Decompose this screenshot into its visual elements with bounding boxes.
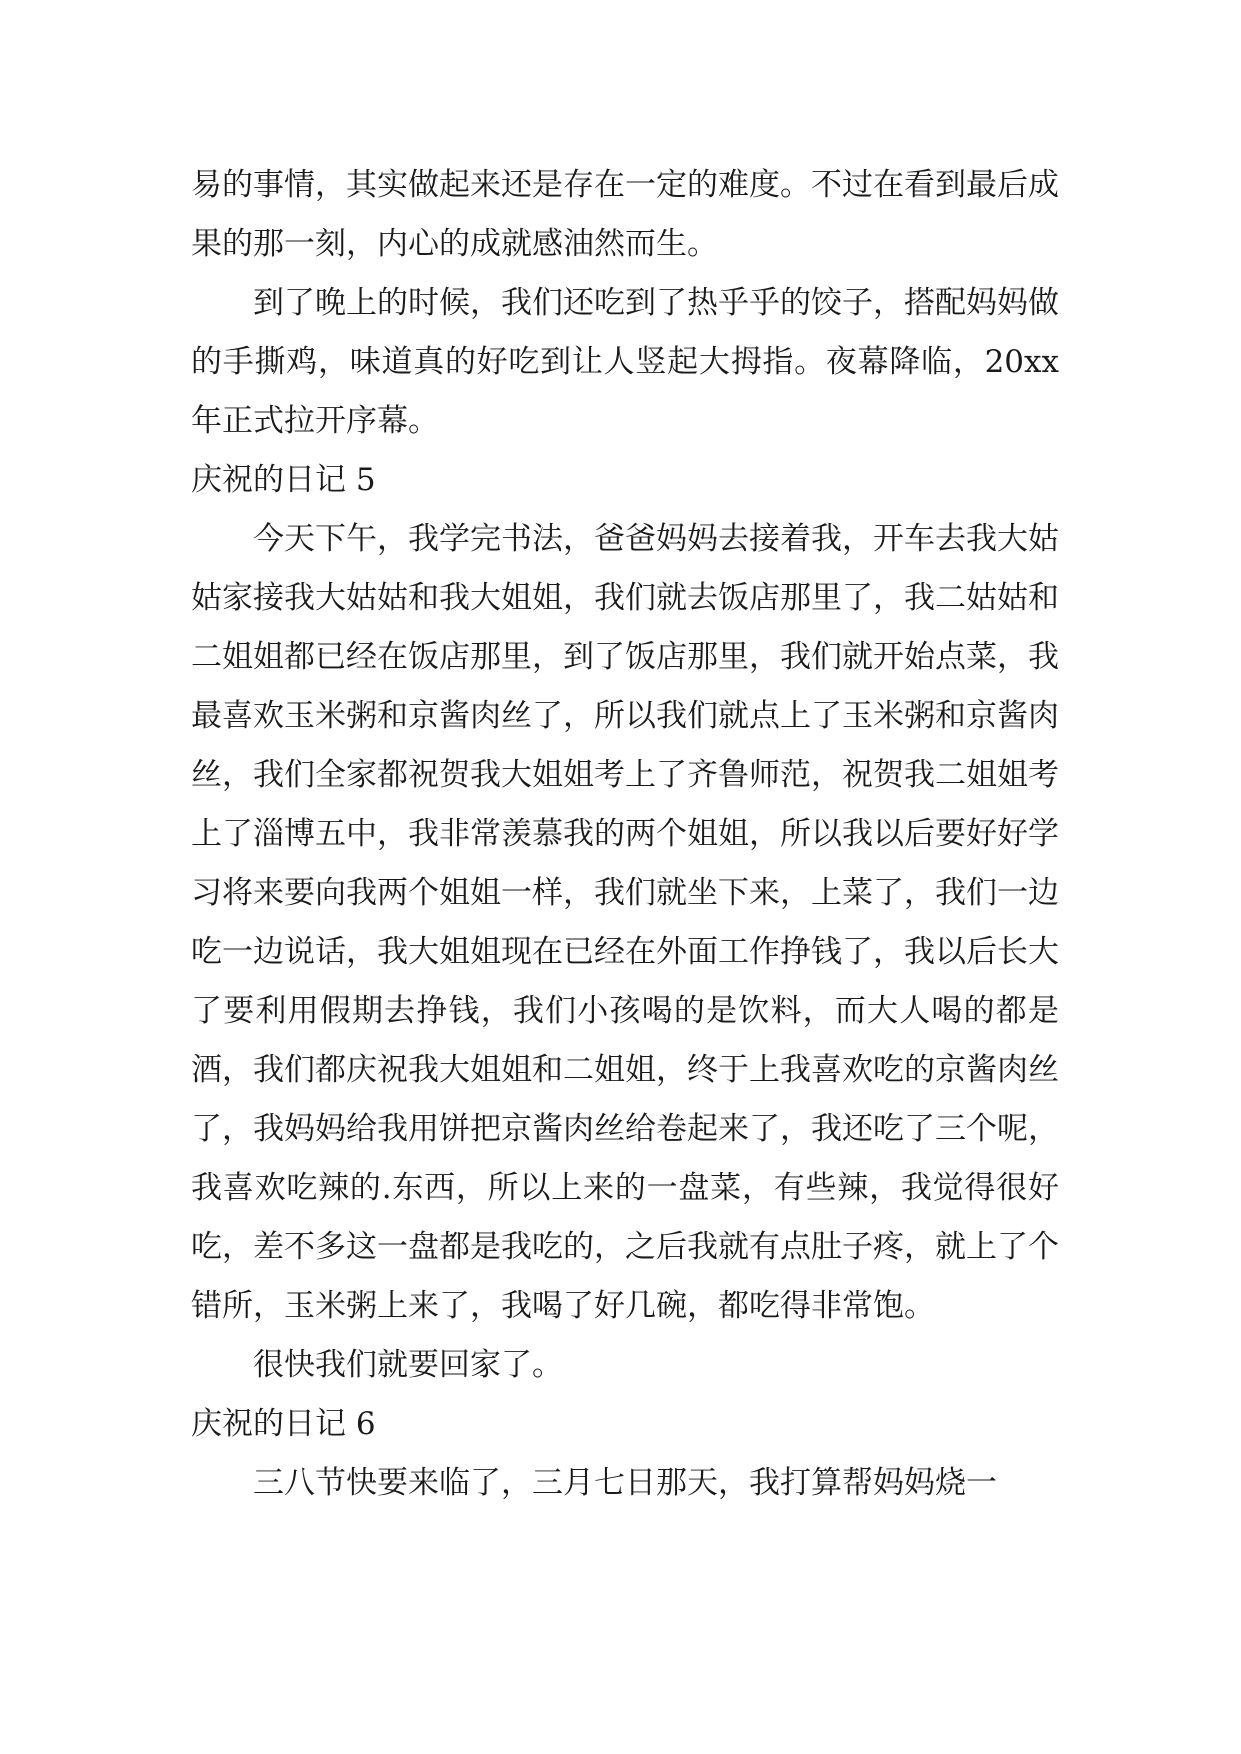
diary-heading-5: 庆祝的日记 5 (191, 462, 376, 498)
paragraph-evening: 到了晚上的时候，我们还吃到了热乎乎的饺子，搭配妈妈做的手撕鸡，味道真的好吃到让人竖起大拇指。夜幕降临，20xx 年正式拉开序幕。 (191, 285, 1059, 439)
paragraph-diary-5-end: 很快我们就要回家了。 (253, 1347, 563, 1383)
paragraph-continued: 易的事情，其实做起来还是存在一定的难度。不过在看到最后成果的那一刻，内心的成就感油然而生。 (191, 167, 1059, 262)
diary-heading-6: 庆祝的日记 6 (191, 1406, 376, 1442)
paragraph-diary-5-main: 今天下午，我学完书法，爸爸妈妈去接着我，开车去我大姑姑家接我大姑姑和我大姐姐，我们就去饭店那里了，我二姑姑和二姐姐都已经在饭店那里，到了饭店那里，我们就开始点菜，我最喜欢玉米粥和京酱肉丝了，所以我们就点上了玉米粥和京酱肉丝，我们全家都祝贺我大姐姐考上了齐鲁师范，祝贺我二姐姐考上了淄博五中，我非常羡慕我的两个姐姐，所以我以后要好好学习将来要向我两个姐姐一样，我们就坐下来，上菜了，我们一边吃一边说话，我大姐姐现在已经在外面工作挣钱了，我以后长大了要利用假期去挣钱，我们小孩喝的是饮料，而大人喝的都是酒，我们都庆祝我大姐姐和二姐姐，终于上我喜欢吃的京酱肉丝了，我妈妈给我用饼把京酱肉丝给卷起来了，我还吃了三个呢，我喜欢吃辣的.东西，所以上来的一盘菜，有些辣，我觉得很好吃，差不多这一盘都是我吃的，之后我就有点肚子疼，就上了个错所，玉米粥上来了，我喝了好几碗，都吃得非常饱。 (191, 521, 1059, 1324)
paragraph-diary-6-start: 三八节快要来临了，三月七日那天，我打算帮妈妈烧一 (253, 1465, 997, 1501)
document-body (191, 156, 1059, 1513)
